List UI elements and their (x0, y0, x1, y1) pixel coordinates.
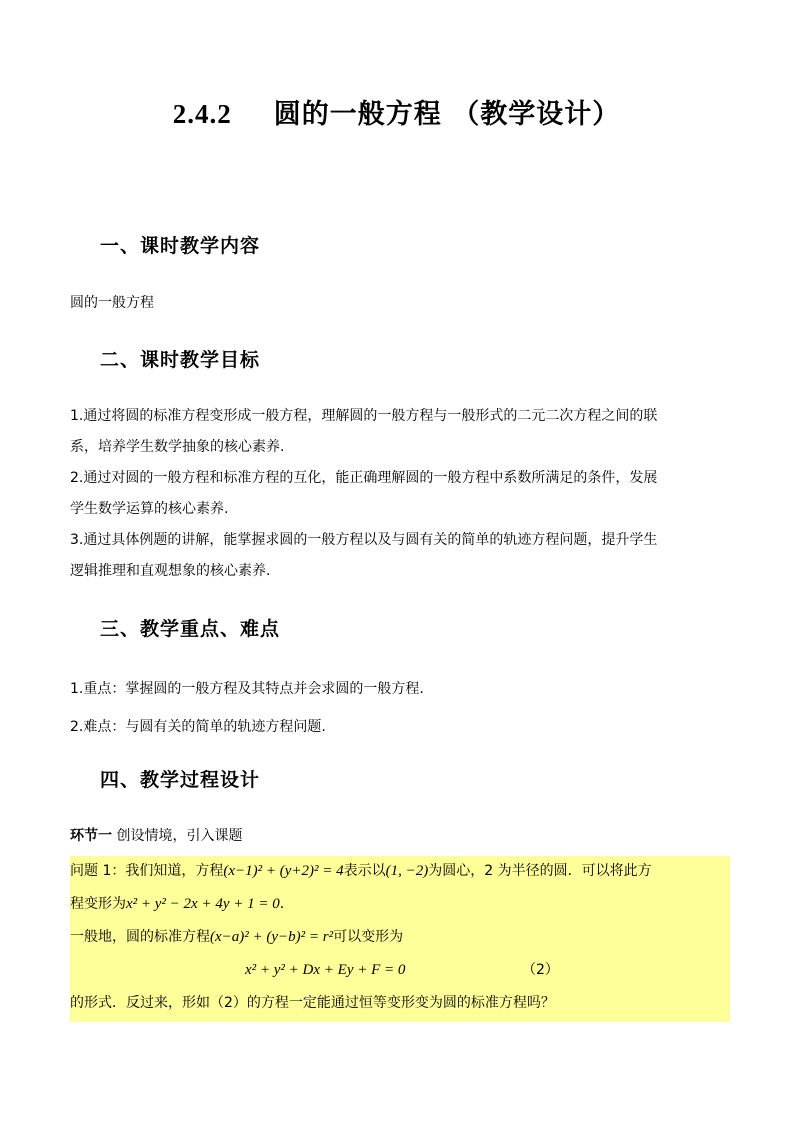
paragraph-line: 1.通过将圆的标准方程变形成一般方程，理解圆的一般方程与一般形式的二元二次方程之间的联 (70, 408, 658, 424)
equation-expanded-example: x² + y² − 2x + 4y + 1 = 0 (126, 896, 280, 912)
paragraph-line: 3.通过具体例题的讲解，能掌握求圆的一般方程以及与圆有关的简单的轨迹方程问题，提升学生 (70, 532, 658, 548)
equation-tag: （2） (522, 962, 559, 978)
equation-general-form: x² + y² + Dx + Ey + F = 0 (245, 962, 406, 978)
paragraph-line: 2.难点：与圆有关的简单的轨迹方程问题. (70, 719, 326, 735)
title-text: 圆的一般方程 （教学设计） (273, 99, 621, 130)
section-2-body (70, 401, 730, 587)
problem-line-5: 的形式．反过来，形如（2）的方程一定能通过恒等变形变为圆的标准方程吗？ (70, 995, 555, 1011)
section-1-body (70, 288, 730, 319)
problem-line-3: 一般地，圆的标准方程(x−a)² + (y−b)² = r²可以变形为 (70, 929, 404, 945)
paragraph-line: 1.重点：掌握圆的一般方程及其特点并会求圆的一般方程. (70, 681, 424, 697)
title-number: 2.4.2 (172, 99, 232, 129)
section-heading-1: 一、课时教学内容 (100, 235, 261, 257)
equation-standard-general: (x−a)² + (y−b)² = r² (210, 929, 334, 945)
problem-line-1: 问题 1：我们知道，方程(x−1)² + (y+2)² = 4表示以(1, −2)为圆心，2 为半径的圆．可以将此方 (70, 863, 652, 879)
problem-block (70, 855, 730, 1020)
paragraph-line: 2.通过对圆的一般方程和标准方程的互化，能正确理解圆的一般方程中系数所满足的条件，发展 (70, 470, 658, 486)
equation-standard-example: (x−1)² + (y+2)² = 4 (223, 863, 344, 879)
section-heading-3: 三、教学重点、难点 (100, 618, 281, 640)
paragraph-line: 逻辑推理和直观想象的核心素养. (70, 563, 271, 579)
section-heading-4: 四、教学过程设计 (100, 769, 261, 791)
section-3-body (70, 670, 730, 746)
paragraph-line: 圆的一般方程 (70, 295, 154, 311)
step-label: 环节一 (70, 828, 112, 844)
section-heading-2: 二、课时教学目标 (100, 349, 261, 371)
step-line (70, 821, 730, 852)
center-point: (1, −2) (385, 863, 429, 879)
paragraph-line: 系，培养学生数学抽象的核心素养. (70, 439, 285, 455)
problem-line-2: 程变形为x² + y² − 2x + 4y + 1 = 0． (70, 896, 294, 912)
paragraph-line: 学生数学运算的核心素养. (70, 501, 229, 517)
problem-line-4 (70, 954, 730, 987)
step-title: 创设情境，引入课题 (112, 828, 243, 844)
document-title (0, 92, 793, 131)
